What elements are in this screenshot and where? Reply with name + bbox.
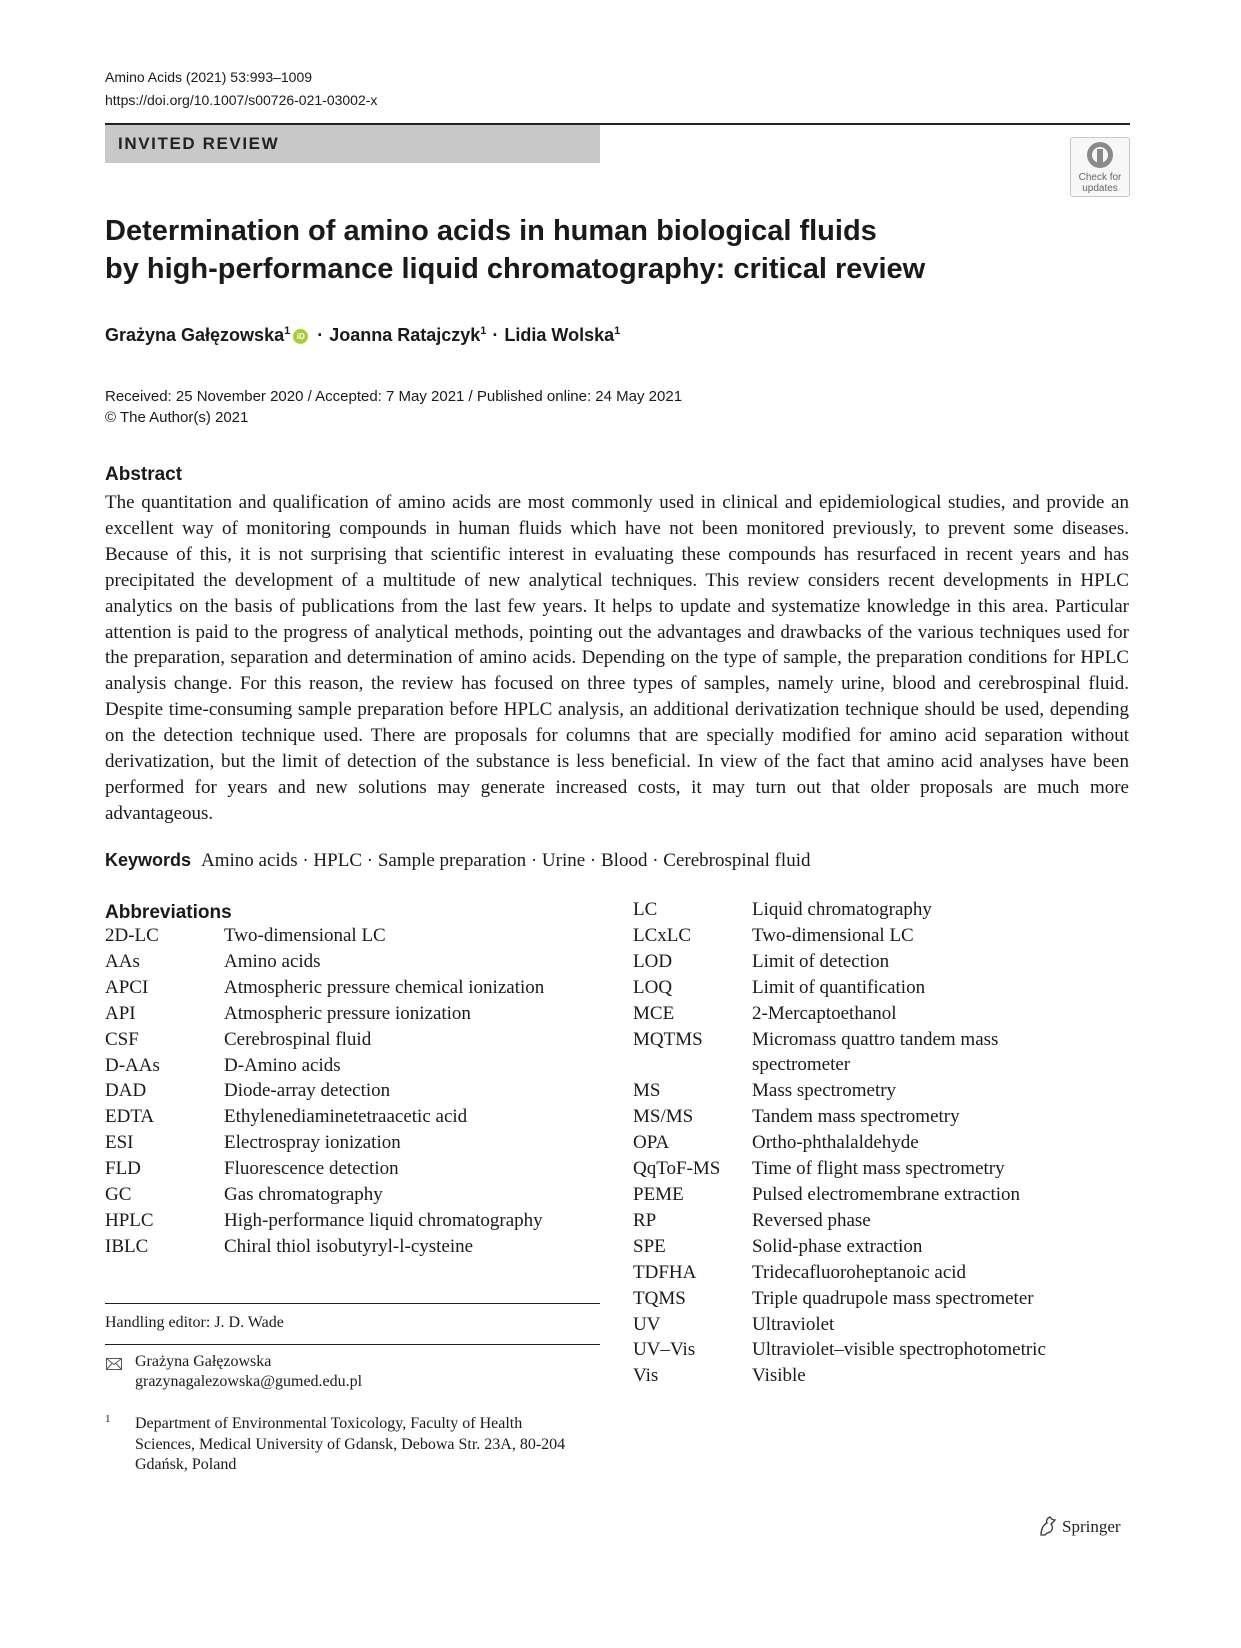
abbreviation-term: PEME (633, 1183, 684, 1205)
footnote-rule (105, 1303, 600, 1304)
abbreviation-term: QqToF-MS (633, 1158, 721, 1180)
abbreviation-definition: Limit of detection (752, 950, 890, 972)
abbreviation-row (633, 949, 1133, 975)
abbreviations-heading: Abbreviations (105, 902, 232, 923)
corresponding-author-name: Grażyna Gałęzowska (135, 1353, 272, 1370)
abbreviation-row (633, 975, 1133, 1001)
abbreviation-term: APCI (105, 976, 149, 998)
abbreviation-term: HPLC (105, 1209, 154, 1231)
abbreviation-definition: D-Amino acids (224, 1054, 341, 1076)
abbreviation-term: UV (633, 1313, 661, 1335)
abbreviation-row (633, 1001, 1133, 1027)
abbreviation-term: DAD (105, 1080, 147, 1102)
abbreviation-row (105, 1130, 595, 1156)
abbreviation-row (105, 1001, 595, 1027)
abbreviation-row (633, 1130, 1133, 1156)
abbreviation-definition: Time of flight mass spectrometry (752, 1158, 1005, 1180)
author-separator: · (492, 325, 499, 345)
abbreviation-term: TDFHA (633, 1261, 697, 1283)
abbreviation-row (633, 1078, 1133, 1104)
title-line-2: by high-performance liquid chromatography: critical review (105, 253, 926, 285)
handling-editor: Handling editor: J. D. Wade (105, 1314, 284, 1331)
abbreviation-term: LOQ (633, 976, 673, 998)
abbreviation-definition: Two-dimensional LC (224, 925, 386, 946)
article-title (105, 212, 1105, 288)
abbreviation-term: 2D-LC (105, 925, 159, 946)
abbreviation-row (105, 1027, 595, 1053)
abbreviation-row (633, 897, 1133, 923)
author-name[interactable]: Lidia Wolska (504, 325, 615, 345)
abbreviation-term: API (105, 1002, 136, 1024)
abbreviation-row (633, 1363, 1133, 1389)
abbreviation-term: MCE (633, 1002, 675, 1024)
abbreviation-row (105, 1208, 595, 1234)
check-updates-text: Check for updates (1078, 172, 1122, 194)
publisher-name: Springer (1062, 1517, 1121, 1536)
abbreviation-term: EDTA (105, 1106, 155, 1128)
abbreviation-term: ESI (105, 1132, 134, 1154)
keywords (105, 850, 810, 872)
abbreviation-definition: Ethylenediaminetetraacetic acid (224, 1106, 468, 1128)
abbreviation-term: FLD (105, 1158, 141, 1180)
abbreviation-definition: Diode-array detection (224, 1080, 391, 1102)
abbreviation-row (633, 1337, 1133, 1363)
abbreviation-term: GC (105, 1184, 132, 1206)
abbreviation-definition: Reversed phase (752, 1209, 871, 1231)
abbreviation-row (105, 1104, 595, 1130)
abbreviations-left-column (105, 923, 595, 1260)
abbreviation-definition: Liquid chromatography (752, 899, 932, 920)
author-name[interactable]: Joanna Ratajczyk (329, 325, 481, 345)
abbreviation-row (105, 1156, 595, 1182)
abbreviation-definition: Amino acids (224, 950, 321, 972)
abbreviation-row (633, 1027, 1053, 1079)
abbreviation-term: RP (633, 1209, 657, 1231)
abbreviation-definition: Ultraviolet (752, 1313, 835, 1335)
abbreviation-row (105, 1182, 595, 1208)
footnote-rule (105, 1344, 600, 1345)
author-affiliation-mark: 1 (284, 325, 291, 337)
abstract-heading: Abstract (105, 464, 183, 485)
abbreviations-right-column (633, 897, 1133, 1389)
abbreviation-term: LC (633, 899, 658, 920)
abbreviation-row (633, 1312, 1133, 1338)
abbreviation-definition: Visible (752, 1365, 806, 1387)
abbreviation-definition: Triple quadrupole mass spectrometer (752, 1287, 1034, 1309)
abbreviation-term: MS/MS (633, 1106, 694, 1128)
keywords-list: Amino acids · HPLC · Sample preparation · Urine · Blood · Cerebrospinal fluid (201, 850, 811, 871)
abbreviation-row (105, 923, 595, 949)
author-separator: · (317, 325, 324, 345)
abbreviation-definition: Solid-phase extraction (752, 1235, 923, 1257)
abbreviation-definition: Mass spectrometry (752, 1080, 897, 1102)
abbreviation-row (105, 975, 595, 1001)
doi-link[interactable]: https://doi.org/10.1007/s00726-021-03002-x (105, 92, 378, 108)
abbreviation-definition: High-performance liquid chromatography (224, 1209, 543, 1231)
envelope-icon (106, 1358, 122, 1370)
abbreviation-definition: Ultraviolet–visible spectrophotometric (752, 1339, 1046, 1361)
abbreviation-term: CSF (105, 1028, 139, 1050)
keywords-label: Keywords (105, 850, 192, 870)
abbreviation-term: D-AAs (105, 1054, 160, 1076)
abbreviation-row (105, 949, 595, 975)
section-banner (105, 125, 600, 163)
abbreviation-row (105, 1078, 595, 1104)
author-affiliation-mark: 1 (614, 325, 621, 337)
abbreviation-definition: Gas chromatography (224, 1184, 383, 1206)
abbreviation-definition: Tandem mass spectrometry (752, 1106, 960, 1128)
abbreviation-definition: Micromass quattro tandem mass spectrometer (752, 1028, 999, 1076)
abbreviation-row (633, 1182, 1133, 1208)
abbreviation-definition: Pulsed electromembrane extraction (752, 1183, 1021, 1205)
abbreviation-row (633, 1234, 1133, 1260)
abbreviation-term: IBLC (105, 1235, 149, 1257)
abstract-text: The quantitation and qualification of amino acids are most commonly used in clinical and epidemiological studies, and provide an excellent way of monitoring compounds in human fluids which have not been monitored previously, to prevent some diseases. Because of this, it is not surprising that scientific interest in evaluating these compounds has resurfaced in recent years and has precipitated the development of a multitude of new analytical techniques. This review considers recent developments in HPLC analytics on the basis of publications from the last few years. It helps to update and systematize knowledge in this area. Particular attention is paid to the progress of analytical methods, pointing out the advantages and drawbacks of the various techniques used for the preparation, separation and determination of amino acids. Depending on the type of sample, the preparation conditions for HPLC analysis change. For this reason, the review has focused on three types of samples, namely urine, blood and cerebrospinal fluid. Despite time-consuming sample preparation before HPLC analysis, an additional derivatization technique should be used, depending on the detection technique used. There are proposals for columns that are specially modified for amino acid separation without derivatization, but the limit of detection of the substance is less beneficial. In view of the fact that amino acid analyses have been performed for years and new solutions may generate increased costs, it may turn out that older proposals are much more advantageous. (105, 492, 1129, 824)
abbreviation-definition: Two-dimensional LC (752, 924, 914, 946)
abbreviation-term: MS (633, 1080, 661, 1102)
abbreviation-term: TQMS (633, 1287, 686, 1309)
abbreviation-term: OPA (633, 1132, 670, 1154)
abbreviation-term: MQTMS (633, 1028, 703, 1050)
abbreviation-row (633, 1104, 1133, 1130)
publication-dates: Received: 25 November 2020 / Accepted: 7 May 2021 / Published online: 24 May 2021 (105, 388, 683, 405)
abbreviation-definition: Chiral thiol isobutyryl-l-cysteine (224, 1235, 474, 1257)
check-updates-icon (1086, 141, 1114, 169)
abbreviation-row (633, 1156, 1133, 1182)
abbreviation-term: LCxLC (633, 924, 692, 946)
abbreviation-term: LOD (633, 950, 673, 972)
author-list (105, 325, 620, 346)
affiliation-text: Department of Environmental Toxicology, Faculty of Health Sciences, Medical University of Gdansk, Debowa Str. 23A, 80-204 Gdańsk, Poland (135, 1415, 566, 1473)
abbreviation-row (105, 1234, 595, 1260)
abbreviation-definition: Limit of quantification (752, 976, 926, 998)
author-name[interactable]: Grażyna Gałęzowska (105, 325, 285, 345)
abbreviation-definition: Atmospheric pressure ionization (224, 1002, 471, 1024)
abbreviation-definition: Cerebrospinal fluid (224, 1028, 372, 1050)
copyright-notice: © The Author(s) 2021 (105, 409, 249, 426)
check-for-updates-badge[interactable] (1070, 137, 1130, 197)
orcid-icon[interactable]: iD (293, 329, 308, 344)
abbreviation-definition: Fluorescence detection (224, 1158, 399, 1180)
abbreviation-definition: Tridecafluoroheptanoic acid (752, 1261, 967, 1283)
corresponding-author-email[interactable]: grazynagalezowska@gumed.edu.pl (135, 1373, 363, 1390)
author-affiliation-mark: 1 (480, 325, 487, 337)
abbreviation-row (105, 1053, 595, 1079)
abbreviation-term: AAs (105, 950, 140, 972)
abbreviation-term: SPE (633, 1235, 666, 1257)
abbreviation-definition: Atmospheric pressure chemical ionization (224, 976, 545, 998)
abbreviation-row (633, 1260, 1133, 1286)
journal-citation: Amino Acids (2021) 53:993–1009 (105, 69, 313, 85)
abbreviation-term: Vis (633, 1365, 659, 1387)
abbreviation-definition: Electrospray ionization (224, 1132, 401, 1154)
section-label: INVITED REVIEW (118, 134, 280, 153)
springer-horse-icon (1037, 1515, 1059, 1537)
affiliation-number: 1 (105, 1413, 111, 1425)
title-line-1: Determination of amino acids in human biological fluids (105, 215, 877, 247)
abbreviation-definition: Ortho-phthalaldehyde (752, 1132, 919, 1154)
abbreviation-definition: 2-Mercaptoethanol (752, 1002, 897, 1024)
abbreviation-row (633, 1208, 1133, 1234)
abbreviation-row (633, 1286, 1133, 1312)
abbreviation-term: UV–Vis (633, 1339, 696, 1361)
abbreviation-row (633, 923, 1133, 949)
